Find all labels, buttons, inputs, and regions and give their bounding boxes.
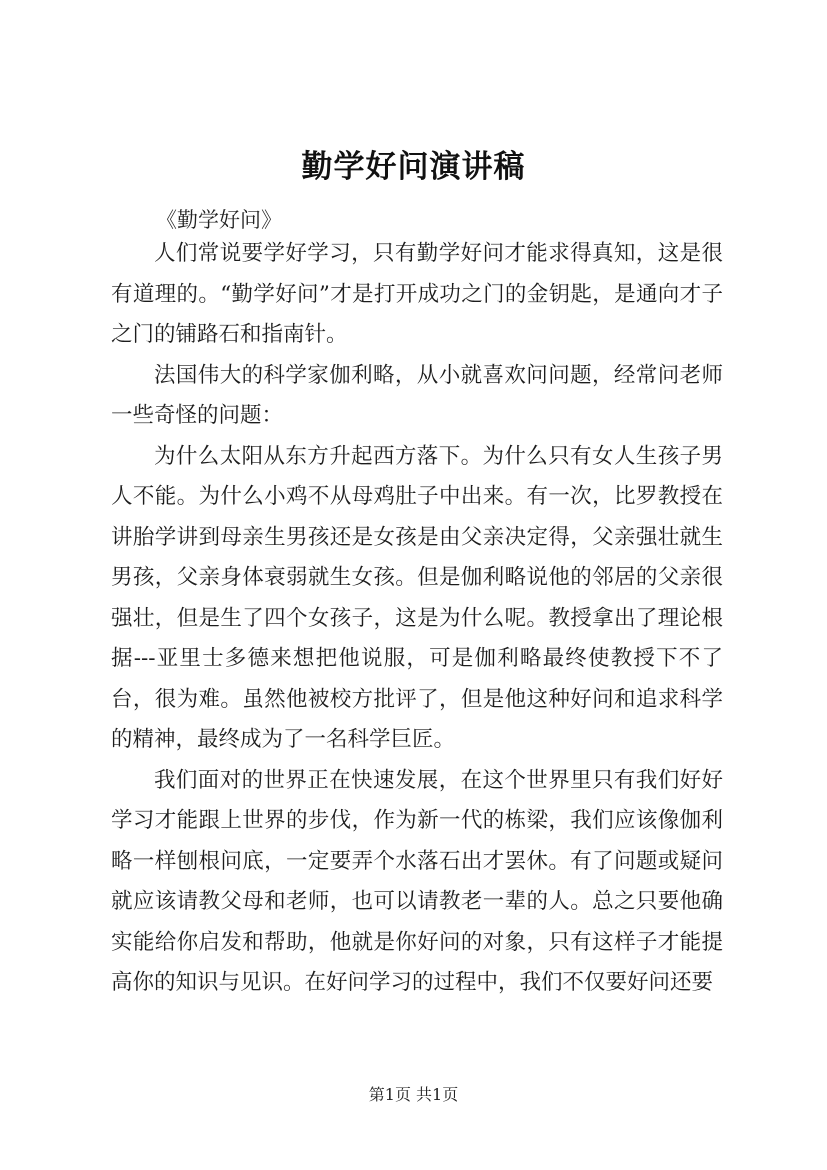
paragraph: 人们常说要学好学习，只有勤学好问才能求得真知，这是很有道理的。“勤学好问”才是打开成功之门的金钥匙，是通向才子之门的铺路石和指南针。	[111, 241, 723, 347]
paragraph: 为什么太阳从东方升起西方落下。为什么只有女人生孩子男人不能。为什么小鸡不从母鸡肚子中出来。有一次，比罗教授在讲胎学讲到母亲生男孩还是女孩是由父亲决定得，父亲强壮就生男孩，父亲身体衰弱就生女孩。但是伽利略说他的邻居的父亲很强壮，但是生了四个女孩子，这是为什么呢。教授拿出了理论根据---亚里士多德来想把他说服，可是伽利略最终使教授下不了台，很为难。虽然他被校方批评了，但是他这种好问和追求科学的精神，最终成为了一名科学巨匠。	[111, 443, 723, 752]
document-title: 勤学好问演讲稿	[301, 149, 526, 185]
paragraph: 法国伟大的科学家伽利略，从小就喜欢问问题，经常问老师一些奇怪的问题：	[111, 362, 723, 428]
document-subtitle: 《勤学好问》	[156, 208, 282, 232]
page-number-footer: 第1页 共1页	[368, 1085, 459, 1104]
document-body	[111, 234, 723, 1004]
paragraph: 我们面对的世界正在快速发展，在这个世界里只有我们好好学习才能跟上世界的步伐，作为新一代的栋梁，我们应该像伽利略一样刨根问底，一定要弄个水落石出才罢休。有了问题或疑问就应该请教父母和老师，也可以请教老一辈的人。总之只要他确实能给你启发和帮助，他就是你好问的对象，只有这样子才能提高你的知识与见识。在好问学习的过程中，我们不仅要好问还要	[111, 767, 723, 995]
